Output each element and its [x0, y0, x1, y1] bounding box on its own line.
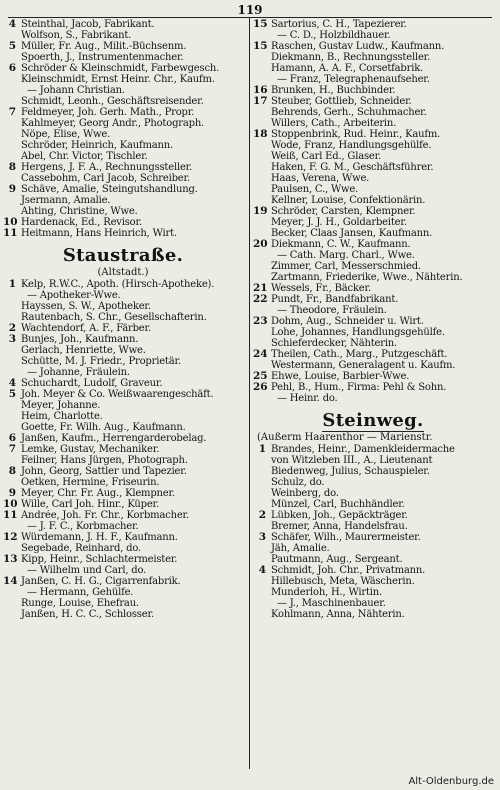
entry-text: Lemke, Gustav, Mechaniker.	[21, 444, 160, 455]
directory-entry	[253, 294, 493, 305]
directory-entry	[3, 422, 243, 433]
directory-entry	[3, 162, 243, 173]
entry-text: Munderloh, H., Wirtin.	[271, 587, 383, 598]
entry-text: Hillebusch, Meta, Wäscherin.	[271, 576, 415, 587]
entry-text: Hergens, J. F. A., Rechnungssteller.	[21, 162, 193, 173]
entry-text: Schmidt, Leonh., Geschäftsreisender.	[21, 96, 204, 107]
house-number: 21	[253, 283, 268, 294]
directory-entry	[253, 129, 493, 140]
entry-text: — Heinr. do.	[277, 393, 338, 404]
house-number: 1	[258, 444, 266, 455]
directory-entry	[3, 323, 243, 334]
entry-text: Wessels, Fr., Bäcker.	[271, 283, 371, 294]
directory-entry	[3, 173, 243, 184]
entry-text: — Hermann, Gehülfe.	[27, 587, 134, 598]
directory-entry	[253, 338, 493, 349]
directory-entry	[3, 565, 243, 576]
directory-entry	[3, 279, 243, 290]
directory-entry	[3, 217, 243, 228]
house-number: 3	[8, 334, 16, 345]
entry-text: Kahlmeyer, Georg Andr., Photograph.	[21, 118, 205, 129]
house-number: 24	[253, 349, 268, 360]
entry-text: — Johanne, Fräulein.	[27, 367, 130, 378]
entry-text: Biedenweg, Julius, Schauspieler.	[271, 466, 430, 477]
directory-entry	[3, 96, 243, 107]
house-number: 9	[8, 184, 16, 195]
directory-entry	[3, 118, 243, 129]
house-number: 18	[253, 129, 268, 140]
entry-text: Heim, Charlotte.	[21, 411, 103, 422]
directory-entry	[3, 521, 243, 532]
directory-entry	[253, 382, 493, 393]
house-number: 15	[253, 41, 268, 52]
entry-text: — Apotheker-Wwe.	[27, 290, 121, 301]
house-number: 2	[8, 323, 16, 334]
directory-entry	[3, 609, 243, 620]
house-number: 2	[258, 510, 266, 521]
entry-text: Westermann, Generalagent u. Kaufm.	[271, 360, 456, 371]
directory-entry	[253, 173, 493, 184]
directory-entry	[3, 378, 243, 389]
entry-text: Kohlmann, Anna, Nähterin.	[271, 609, 405, 620]
directory-entry	[253, 598, 493, 609]
directory-entry	[253, 349, 493, 360]
house-number: 15	[253, 19, 268, 30]
house-number: 5	[8, 389, 16, 400]
house-number: 19	[253, 206, 268, 217]
directory-entry	[3, 30, 243, 41]
directory-entry	[253, 576, 493, 587]
entry-text: Haas, Verena, Wwe.	[271, 173, 370, 184]
entry-text: Raschen, Gustav Ludw., Kaufmann.	[271, 41, 445, 52]
entry-text: Dohm, Aug., Schneider u. Wirt.	[271, 316, 424, 327]
house-number: 13	[3, 554, 18, 565]
directory-entry	[3, 455, 243, 466]
entry-text: Lübken, Joh., Gepäckträger.	[271, 510, 408, 521]
entry-text: Schäfer, Wilh., Maurermeister.	[271, 532, 421, 543]
entry-text: Wille, Carl Joh. Hinr., Küper.	[21, 499, 160, 510]
page-number: 119	[237, 3, 263, 17]
directory-entry	[253, 499, 493, 510]
entry-text: Brunken, H., Buchbinder.	[271, 85, 396, 96]
directory-entry	[3, 466, 243, 477]
directory-entry	[253, 609, 493, 620]
directory-entry	[3, 433, 243, 444]
directory-entry	[3, 19, 243, 30]
house-number: 22	[253, 294, 268, 305]
entry-text: Theilen, Cath., Marg., Putzgeschäft.	[271, 349, 448, 360]
entry-text: Schütte, M. J. Friedr., Proprietär.	[21, 356, 181, 367]
entry-text: Bunjes, Joh., Kaufmann.	[21, 334, 139, 345]
directory-entry	[3, 444, 243, 455]
house-number: 7	[8, 107, 16, 118]
entry-text: Weiß, Carl Ed., Glaser.	[271, 151, 382, 162]
directory-entry	[253, 239, 493, 250]
street-heading-text: Staustraße.	[62, 245, 184, 266]
entry-text: Steuber, Gottlieb, Schneider.	[271, 96, 412, 107]
house-number: 9	[8, 488, 16, 499]
directory-entry	[3, 499, 243, 510]
entry-text: — J., Maschinenbauer.	[277, 598, 386, 609]
entry-text: Nöpe, Elise, Wwe.	[21, 129, 111, 140]
directory-entry	[253, 140, 493, 151]
directory-entry	[253, 565, 493, 576]
entry-text: Abel, Chr. Victor, Tischler.	[21, 151, 148, 162]
house-number: 14	[3, 576, 18, 587]
directory-entry	[3, 52, 243, 63]
house-number: 17	[253, 96, 268, 107]
directory-entry	[3, 356, 243, 367]
header-rule	[8, 17, 492, 18]
house-number: 20	[253, 239, 268, 250]
directory-entry	[253, 477, 493, 488]
entry-text: Ahting, Christine, Wwe.	[21, 206, 138, 217]
directory-entry	[3, 129, 243, 140]
directory-entry	[3, 195, 243, 206]
entry-text: Feilner, Hans Jürgen, Photograph.	[21, 455, 188, 466]
entry-text: Rautenbach, S. Chr., Gesellschafterin.	[21, 312, 207, 323]
entry-text: Sartorius, C. H., Tapezierer.	[271, 19, 407, 30]
entry-text: Janßen, C. H. G., Cigarrenfabrik.	[21, 576, 181, 587]
directory-entry	[253, 63, 493, 74]
entry-text: — Theodore, Fräulein.	[277, 305, 387, 316]
entry-text: Würdemann, J. H. F., Kaufmann.	[21, 532, 178, 543]
directory-entry	[253, 488, 493, 499]
directory-entry	[3, 510, 243, 521]
directory-entry	[253, 118, 493, 129]
street-subtitle: (Altstadt.)	[97, 267, 149, 278]
entry-text: — C. D., Holzbildhauer.	[277, 30, 391, 41]
house-number: 4	[8, 19, 16, 30]
entry-text: Weinberg, do.	[271, 488, 339, 499]
house-number: 4	[8, 378, 16, 389]
entry-text: Schuchardt, Ludolf, Graveur.	[21, 378, 163, 389]
entry-text: von Witzleben III., A., Lieutenant	[271, 455, 433, 466]
entry-text: Meyer, Johanne.	[21, 400, 101, 411]
directory-entry	[253, 206, 493, 217]
entry-text: Spoerth, J., Instrumentenmacher.	[21, 52, 184, 63]
directory-entry	[3, 488, 243, 499]
entry-text: Haken, F. G. M., Geschäftsführer.	[271, 162, 434, 173]
house-number: 10	[3, 499, 18, 510]
directory-entry	[3, 107, 243, 118]
directory-entry	[253, 360, 493, 371]
entry-text: Diekmann, B., Rechnungssteller.	[271, 52, 431, 63]
directory-entry	[253, 184, 493, 195]
house-number: 23	[253, 316, 268, 327]
directory-entry	[253, 554, 493, 565]
street-heading-text: Steinweg.	[322, 410, 424, 431]
entry-text: Steinthal, Jacob, Fabrikant.	[21, 19, 155, 30]
entry-text: Feldmeyer, Joh. Gerh. Math., Propr.	[21, 107, 195, 118]
directory-entry	[253, 85, 493, 96]
street-heading	[253, 410, 493, 432]
directory-entry	[253, 19, 493, 30]
directory-entry	[253, 250, 493, 261]
directory-entry	[3, 63, 243, 74]
directory-entry	[253, 316, 493, 327]
entry-text: — Wilhelm und Carl, do.	[27, 565, 147, 576]
entry-text: Oetken, Hermine, Friseurin.	[21, 477, 160, 488]
directory-entry	[253, 393, 493, 404]
directory-entry	[3, 151, 243, 162]
directory-entry	[3, 554, 243, 565]
entry-text: Schröder, Heinrich, Kaufmann.	[21, 140, 173, 151]
street-subtitle: (Außerm Haarenthor — Marienstr.	[257, 432, 433, 443]
entry-text: — J. F. C., Korbmacher.	[27, 521, 139, 532]
directory-entry	[253, 532, 493, 543]
house-number: 5	[8, 41, 16, 52]
entry-text: Cassebohm, Carl Jacob, Schreiber.	[21, 173, 190, 184]
source-credit: Alt-Oldenburg.de	[408, 776, 494, 787]
street-heading	[3, 245, 243, 267]
entry-text: Schieferdecker, Nähterin.	[271, 338, 398, 349]
entry-text: Ehwe, Louise, Barbier-Wwe.	[271, 371, 410, 382]
directory-entry	[253, 466, 493, 477]
entry-text: Behrends, Gerh., Schuhmacher.	[271, 107, 427, 118]
directory-entry	[3, 41, 243, 52]
entry-text: Meyer, Chr. Fr. Aug., Klempner.	[21, 488, 175, 499]
house-number: 1	[8, 279, 16, 290]
directory-entry	[253, 41, 493, 52]
directory-entry	[3, 206, 243, 217]
house-number: 11	[3, 510, 18, 521]
entry-text: Goette, Fr. Wilh. Aug., Kaufmann.	[21, 422, 186, 433]
directory-entry	[3, 400, 243, 411]
entry-text: John, Georg, Sattler und Tapezier.	[21, 466, 187, 477]
directory-entry	[253, 30, 493, 41]
entry-text: Segebade, Reinhard, do.	[21, 543, 141, 554]
directory-entry	[3, 140, 243, 151]
directory-entry	[253, 444, 493, 455]
directory-entry	[3, 228, 243, 239]
entry-text: Jäh, Amalie.	[271, 543, 330, 554]
directory-entry	[253, 455, 493, 466]
directory-entry	[253, 151, 493, 162]
entry-text: Meyer, J. J. H., Goldarbeiter.	[271, 217, 407, 228]
house-number: 16	[253, 85, 268, 96]
entry-text: Diekmann, C. W., Kaufmann.	[271, 239, 411, 250]
entry-text: Paulsen, C., Wwe.	[271, 184, 359, 195]
directory-entry	[253, 283, 493, 294]
entry-text: Kleinschmidt, Ernst Heinr. Chr., Kaufm.	[21, 74, 215, 85]
directory-entry	[253, 52, 493, 63]
directory-entry	[253, 371, 493, 382]
entry-text: Müller, Fr. Aug., Milit.-Büchsenm.	[21, 41, 187, 52]
directory-entry	[253, 587, 493, 598]
entry-text: Runge, Louise, Ehefrau.	[21, 598, 139, 609]
directory-entry	[3, 312, 243, 323]
directory-entry	[253, 195, 493, 206]
directory-entry	[253, 510, 493, 521]
house-number: 8	[8, 162, 16, 173]
entry-text: Hardenack, Ed., Revisor.	[21, 217, 142, 228]
entry-text: Hamann, A. A. F., Corsetfabrik.	[271, 63, 424, 74]
entry-text: Heitmann, Hans Heinrich, Wirt.	[21, 228, 177, 239]
house-number: 26	[253, 382, 268, 393]
entry-text: Becker, Claas Jansen, Kaufmann.	[271, 228, 433, 239]
directory-entry	[3, 543, 243, 554]
entry-text: Schröder & Kleinschmidt, Farbewgesch.	[21, 63, 220, 74]
house-number: 10	[3, 217, 18, 228]
entry-text: Wachtendorf, A. F., Färber.	[21, 323, 151, 334]
entry-text: Andrée, Joh. Fr. Chr., Korbmacher.	[21, 510, 190, 521]
house-number: 12	[3, 532, 18, 543]
house-number: 11	[3, 228, 18, 239]
entry-text: Jsermann, Amalie.	[21, 195, 111, 206]
house-number: 4	[258, 565, 266, 576]
directory-entry	[3, 74, 243, 85]
house-number: 8	[8, 466, 16, 477]
house-number: 6	[8, 63, 16, 74]
entry-text: Janßen, Kaufm., Herrengarderobelag.	[21, 433, 207, 444]
house-number: 3	[258, 532, 266, 543]
entry-text: Hayssen, S. W., Apotheker.	[21, 301, 151, 312]
entry-text: Stoppenbrink, Rud. Heinr., Kaufm.	[271, 129, 441, 140]
entry-text: Kellner, Louise, Confektionärin.	[271, 195, 426, 206]
house-number: 7	[8, 444, 16, 455]
directory-entry	[3, 184, 243, 195]
directory-entry	[3, 389, 243, 400]
directory-entry	[3, 301, 243, 312]
directory-entry	[3, 587, 243, 598]
directory-entry	[3, 411, 243, 422]
entry-text: Joh. Meyer & Co. Weißwaarengeschäft.	[21, 389, 214, 400]
directory-entry	[3, 598, 243, 609]
entry-text: Kelp, R.W.C., Apoth. (Hirsch-Apotheke).	[21, 279, 215, 290]
directory-entry	[253, 261, 493, 272]
entry-text: Zartmann, Friederike, Wwe., Nähterin.	[271, 272, 463, 283]
directory-entry	[3, 532, 243, 543]
directory-entry	[3, 477, 243, 488]
entry-text: Pundt, Fr., Bandfabrikant.	[271, 294, 399, 305]
entry-text: — Cath. Marg. Charl., Wwe.	[277, 250, 415, 261]
entry-text: Schäve, Amalie, Steingutshandlung.	[21, 184, 198, 195]
directory-entry	[3, 576, 243, 587]
entry-text: Münzel, Carl, Buchhändler.	[271, 499, 405, 510]
directory-entry	[253, 107, 493, 118]
directory-entry	[253, 217, 493, 228]
entry-text: Schröder, Carsten, Klempner.	[271, 206, 416, 217]
directory-entry	[253, 96, 493, 107]
entry-text: Schulz, do.	[271, 477, 325, 488]
entry-text: Wode, Franz, Handlungsgehülfe.	[271, 140, 432, 151]
entry-text: Brandes, Heinr., Damenkleidermache	[271, 444, 455, 455]
entry-text: — Johann Christian.	[27, 85, 125, 96]
directory-entry	[253, 305, 493, 316]
entry-text: Pehl, B., Hum., Firma: Pehl & Sohn.	[271, 382, 447, 393]
directory-entry	[3, 367, 243, 378]
directory-entry	[253, 162, 493, 173]
column-divider	[249, 17, 250, 769]
entry-text: Zimmer, Carl, Messerschmied.	[271, 261, 421, 272]
entry-text: Wolfson, S., Fabrikant.	[21, 30, 132, 41]
right-column	[253, 19, 493, 769]
directory-entry	[3, 290, 243, 301]
directory-entry	[253, 74, 493, 85]
house-number: 6	[8, 433, 16, 444]
entry-text: Bremer, Anna, Handelsfrau.	[271, 521, 408, 532]
directory-entry	[3, 334, 243, 345]
entry-text: Willers, Cath., Arbeiterin.	[271, 118, 397, 129]
left-column	[3, 19, 243, 769]
directory-entry	[253, 543, 493, 554]
directory-entry	[3, 345, 243, 356]
directory-entry	[253, 228, 493, 239]
entry-text: Lohe, Johannes, Handlungsgehülfe.	[271, 327, 445, 338]
entry-text: Janßen, H. C. C., Schlosser.	[21, 609, 154, 620]
entry-text: Gerlach, Henriette, Wwe.	[21, 345, 146, 356]
entry-text: Kipp, Heinr., Schlachtermeister.	[21, 554, 178, 565]
house-number: 25	[253, 371, 268, 382]
entry-text: — Franz, Telegraphenaufseher.	[277, 74, 430, 85]
entry-text: Schmidt, Joh. Chr., Privatmann.	[271, 565, 426, 576]
directory-entry	[253, 272, 493, 283]
directory-entry	[253, 521, 493, 532]
directory-entry	[3, 85, 243, 96]
entry-text: Pautmann, Aug., Sergeant.	[271, 554, 403, 565]
directory-entry	[253, 327, 493, 338]
